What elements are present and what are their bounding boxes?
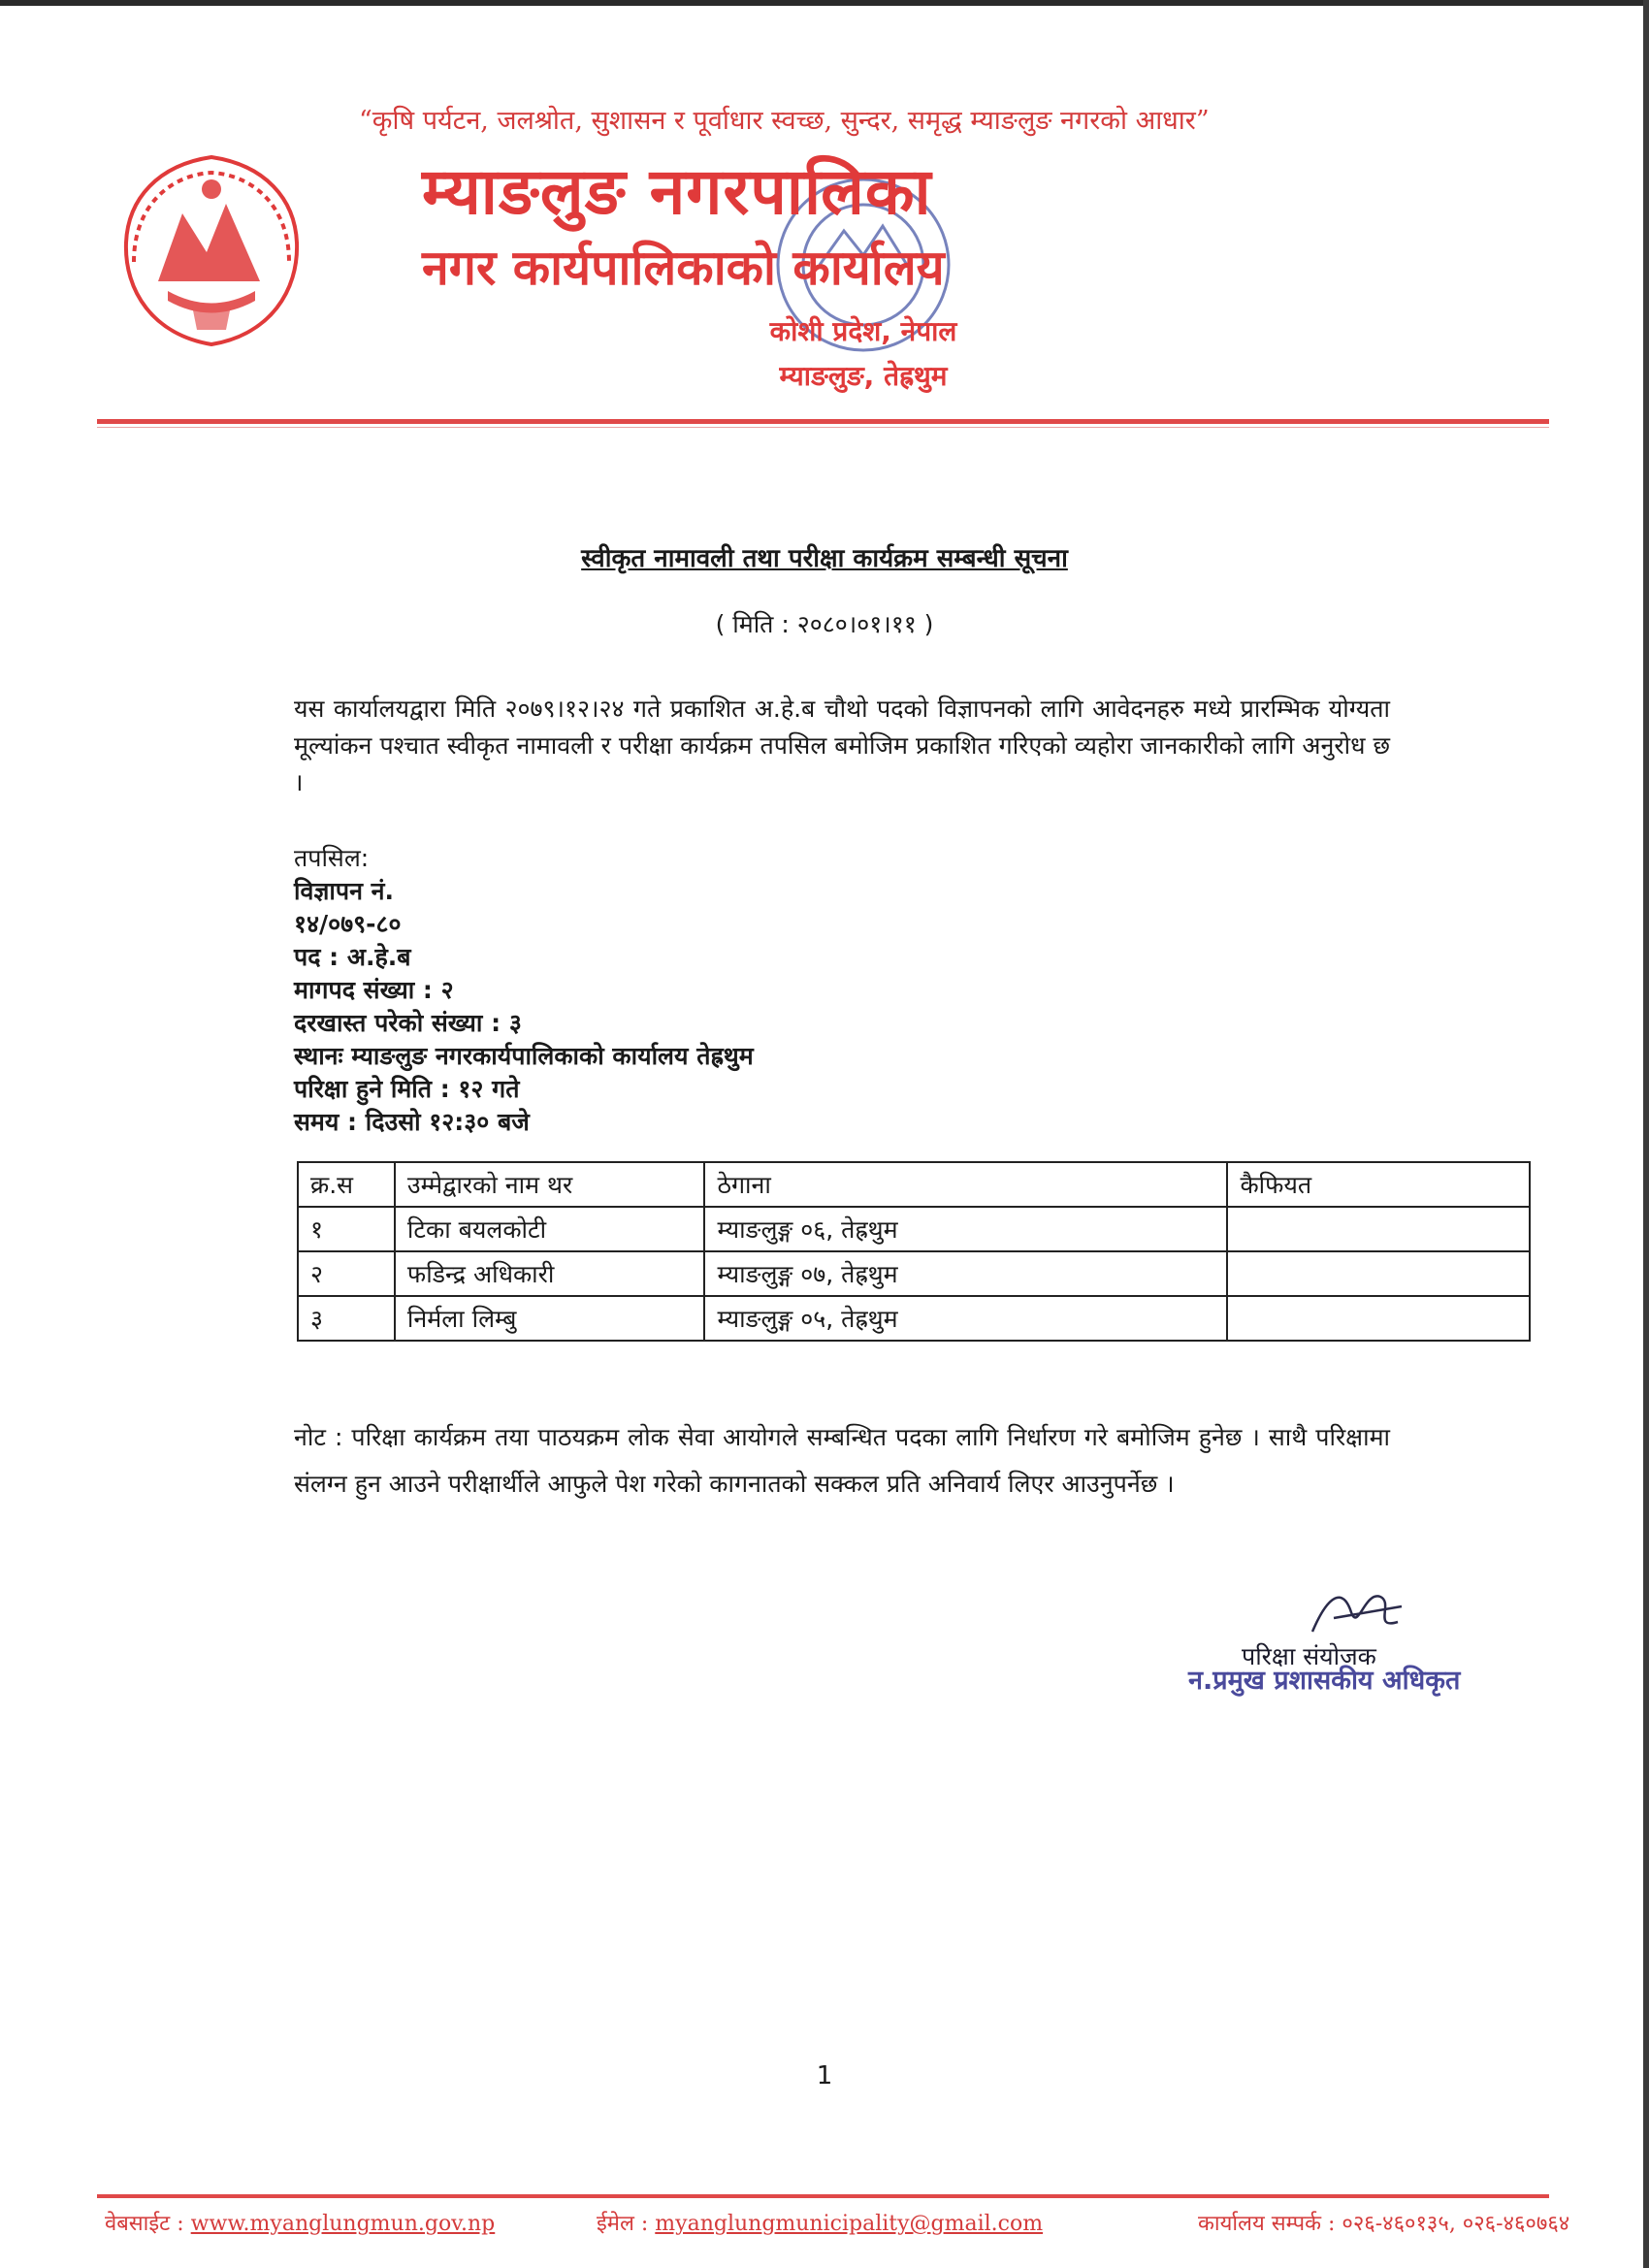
- table-row: [298, 1251, 1530, 1296]
- scan-border-right: [1643, 0, 1649, 2268]
- office-subtitle: नगर कार्यपालिकाको कार्यालय: [422, 240, 945, 296]
- notice-date: ( मिति : २०८०।०१।११ ): [715, 610, 934, 638]
- website-link[interactable]: www.myanglungmun.gov.np: [190, 2212, 496, 2236]
- nepal-emblem-icon: [114, 146, 308, 351]
- exam-time: समय : दिउसो १२:३० बजे: [294, 1108, 530, 1136]
- cell-remarks: [1227, 1207, 1530, 1251]
- cell-name: निर्मला लिम्बु: [395, 1296, 705, 1341]
- address-province: कोशी प्रदेश, नेपाल: [769, 315, 957, 347]
- cell-sn: २: [298, 1251, 395, 1296]
- header-address: ठेगाना: [704, 1162, 1227, 1207]
- table-row: [298, 1207, 1530, 1251]
- address-district: म्याङलुङ, तेह्रथुम: [779, 360, 948, 392]
- table-row: [298, 1296, 1530, 1341]
- note-paragraph: नोट : परिक्षा कार्यक्रम तया पाठयक्रम लोक सेवा आयोगले सम्बन्धित पदका लागि निर्धारण गरे बमोजिम हुनेछ । साथै परिक्षामा संलग्न हुन आउने परीक्षार्थीले आफुले पेश गरेको कागनातको सक्कल प्रति अनिवार्य लिएर आउनुपर्नेछ ।: [294, 1423, 1390, 1498]
- ad-number: १४/०७९-८०: [294, 910, 402, 938]
- cell-address: म्याङलुङ्ग ०६, तेह्रथुम: [704, 1207, 1227, 1251]
- phone-numbers: ०२६-४६०१३५, ०२६-४६०७६४: [1342, 2212, 1570, 2236]
- tapsil-label: तपसिल:: [294, 844, 370, 872]
- cell-sn: ३: [298, 1296, 395, 1341]
- venue: स्थानः म्याङलुङ नगरकार्यपालिकाको कार्यालय तेह्रथुम: [294, 1042, 754, 1070]
- website-label: वेबसाईट :: [105, 2212, 184, 2236]
- footer-email: [597, 2208, 1043, 2237]
- footer-website: [105, 2208, 495, 2237]
- details-block: [294, 842, 1167, 1139]
- table-header-row: [298, 1162, 1530, 1207]
- cell-remarks: [1227, 1251, 1530, 1296]
- notice-paragraph: यस कार्यालयद्वारा मिति २०७९।१२।२४ गते प्रकाशित अ.हे.ब चौथो पदको विज्ञापनको लागि आवेदनहरु मध्ये प्रारम्भिक योग्यता मूल्यांकन पश्चात स्वीकृत नामावली र परीक्षा कार्यक्रम तपसिल बमोजिम प्रकाशित गरिएको व्यहोरा जानकारीको लागि अनुरोध छ ।: [294, 695, 1390, 796]
- cell-sn: १: [298, 1207, 395, 1251]
- candidates-table: [297, 1161, 1531, 1342]
- notice-title: स्वीकृत नामावली तथा परीक्षा कार्यक्रम सम्बन्धी सूचना: [581, 544, 1068, 573]
- cell-remarks: [1227, 1296, 1530, 1341]
- scan-border-top: [0, 0, 1649, 6]
- header-divider: [97, 419, 1549, 424]
- cell-name: टिका बयलकोटी: [395, 1207, 705, 1251]
- signatory-role-handwritten: परिक्षा संयोजक: [1242, 1642, 1376, 1670]
- header-name: उम्मेद्वारको नाम थर: [395, 1162, 705, 1207]
- signature-icon: [1305, 1583, 1411, 1643]
- header-remarks: कैफियत: [1227, 1162, 1530, 1207]
- header-sn: क्र.स: [298, 1162, 395, 1207]
- footer-phone: [1198, 2208, 1569, 2237]
- signatory-role-stamp: न.प्रमुख प्रशासकीय अधिकृत: [1188, 1666, 1461, 1696]
- footer-divider: [97, 2194, 1549, 2198]
- page-number: 1: [816, 2061, 833, 2090]
- email-label: ईमेल :: [597, 2212, 649, 2236]
- cell-name: फडिन्द्र अधिकारी: [395, 1251, 705, 1296]
- municipality-title: म्याङलुङ नगरपालिका: [422, 154, 932, 229]
- post: पद : अ.हे.ब: [294, 943, 411, 971]
- applications: दरखास्त परेको संख्या : ३: [294, 1009, 522, 1037]
- email-link[interactable]: myanglungmunicipality@gmail.com: [655, 2212, 1044, 2236]
- ad-label: विज्ञापन नं.: [294, 877, 395, 905]
- header-divider-thin: [97, 427, 1549, 428]
- vacancies: मागपद संख्या : २: [294, 976, 454, 1004]
- phone-label: कार्यालय सम्पर्क :: [1198, 2212, 1336, 2236]
- exam-date: परिक्षा हुने मिति : १२ गते: [294, 1075, 520, 1103]
- cell-address: म्याङलुङ्ग ०७, तेह्रथुम: [704, 1251, 1227, 1296]
- slogan: “कृषि पर्यटन, जलश्रोत, सुशासन र पूर्वाधार स्वच्छ, सुन्दर, समृद्ध म्याङलुङ नगरको आधार”: [359, 106, 1210, 136]
- cell-address: म्याङलुङ्ग ०५, तेह्रथुम: [704, 1296, 1227, 1341]
